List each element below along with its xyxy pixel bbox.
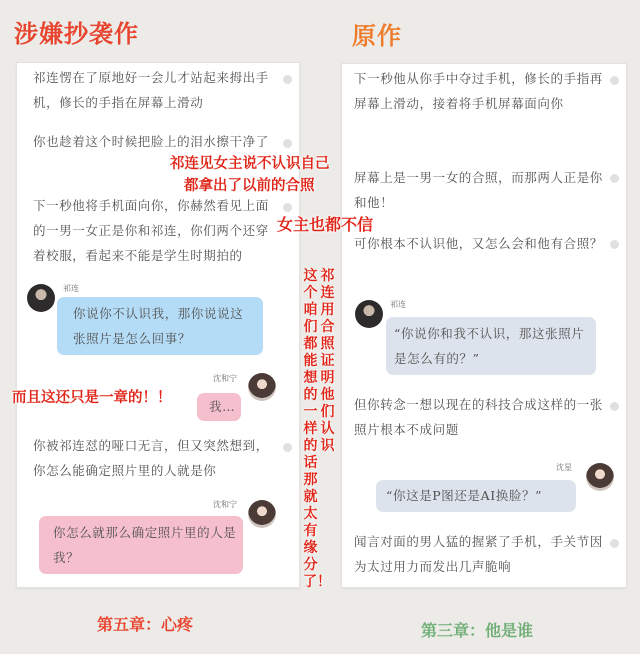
story-paragraph: 闻言对面的男人猛的握紧了手机，手关节因为太过用力而发出几声脆响 xyxy=(354,534,603,574)
scroll-dot xyxy=(283,139,292,148)
chat-bubble xyxy=(39,516,243,574)
scroll-dot xyxy=(610,539,619,548)
chat-message-text: “你说你和我不认识，那这张照片是怎么有的？” xyxy=(394,326,585,366)
message-username: 沈星 xyxy=(556,463,572,472)
avatar xyxy=(248,500,276,528)
avatar xyxy=(27,284,55,312)
heading-original: 原作 xyxy=(352,22,402,50)
message-username: 祁连 xyxy=(63,284,79,293)
story-paragraph: 下一秒他从你手中夺过手机，修长的手指再屏幕上滑动，接着将手机屏幕面向你 xyxy=(354,71,603,111)
chat-bubble xyxy=(386,317,596,375)
annotation-one-chapter: 而且这还只是一章的！！ xyxy=(12,390,172,406)
chapter-label-right: 第三章：他是谁 xyxy=(421,621,534,640)
story-paragraph: 下一秒他将手机面向你，你赫然看见上面的一男一女正是你和祁连，你们两个还穿着校服，看起来不能是学生时期拍的 xyxy=(33,198,269,263)
left-story-panel xyxy=(16,62,300,588)
chat-bubble xyxy=(376,480,576,512)
story-paragraph: 祁连愣在了原地好一会儿才站起来拇出手机，修长的手指在屏幕上滑动 xyxy=(33,70,269,110)
chat-bubble xyxy=(57,297,263,355)
message-username: 祁连 xyxy=(390,300,406,309)
heading-alleged-plagiarism: 涉嫌抄袭作 xyxy=(14,20,139,48)
story-paragraph: 你也趁着这个时候把脸上的泪水擦干净了 xyxy=(33,134,269,149)
annotation-vertical-coincidence: 这个咱们都能想的一样的话那就太有缘分了！ xyxy=(303,268,331,590)
annotation-vertical-photo-proof: 祁连用合照证明他们认识 xyxy=(320,268,335,454)
annotation-photo-line1: 祁连见女主说不认识自己 xyxy=(170,156,330,172)
chapter-label-left: 第五章：心疼 xyxy=(97,615,194,634)
avatar xyxy=(248,373,276,401)
scroll-dot xyxy=(610,76,619,85)
scroll-dot xyxy=(283,75,292,84)
message-username: 沈和宁 xyxy=(213,374,237,383)
story-paragraph: 可你根本不认识他，又怎么会和他有合照？ xyxy=(354,236,603,251)
chat-message-text: 我… xyxy=(209,399,236,414)
chat-bubble xyxy=(197,393,241,421)
story-paragraph: 屏幕上是一男一女的合照，而那两人正是你和他！ xyxy=(354,170,603,210)
scroll-dot xyxy=(610,174,619,183)
annotation-disbelief: 女主也都不信 xyxy=(277,215,374,234)
scroll-dot xyxy=(283,443,292,452)
story-paragraph: 但你转念一想以现在的科技合成这样的一张照片根本不成问题 xyxy=(354,397,603,437)
scroll-dot xyxy=(610,240,619,249)
right-story-panel xyxy=(341,63,627,588)
scroll-dot xyxy=(283,203,292,212)
annotation-photo-line2: 都拿出了以前的合照 xyxy=(184,178,315,194)
chat-message-text: 你说你不认识我，那你说说这张照片是怎么回事？ xyxy=(73,306,244,346)
scroll-dot xyxy=(610,402,619,411)
chat-message-text: “你这是P图还是AI换脸？” xyxy=(386,488,543,503)
avatar xyxy=(355,300,383,328)
story-paragraph: 你被祁连怼的哑口无言，但又突然想到，你怎么能确定照片里的人就是你 xyxy=(33,438,269,478)
chat-message-text: 你怎么就那么确定照片里的人是我？ xyxy=(53,525,237,565)
avatar xyxy=(586,463,614,491)
message-username: 沈和宁 xyxy=(213,500,237,509)
